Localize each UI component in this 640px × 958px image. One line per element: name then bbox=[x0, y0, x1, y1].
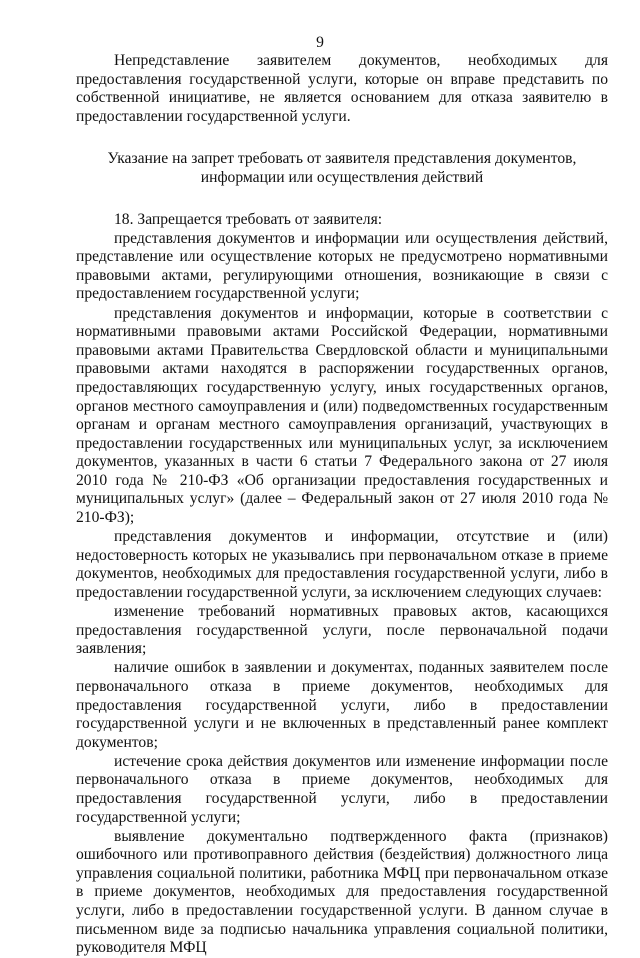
section-heading bbox=[76, 150, 608, 187]
clause-intro: 18. Запрещается требовать от заявителя: bbox=[114, 210, 383, 228]
list-item: наличие ошибок в заявлении и документах, поданных заявителем после первоначального отказа в приеме документов, необходимых для предоставления государственной услуги, либо в предоставлении государственной услуги и не включенных в представленный ранее комплект документов; bbox=[76, 659, 608, 751]
page-number: 9 bbox=[316, 34, 324, 51]
list-item: истечение срока действия документов или изменение информации после первоначального отказа в приеме документов, необходимых для предоставления государственной услуги, либо в предоставлении государственной услуги; bbox=[76, 752, 608, 826]
intro-paragraph: Непредставление заявителем документов, необходимых для предоставления государственной услуги, которые он вправе представить по собственной инициативе, не является основанием для отказа заявителю в предоставлении государственной услуги. bbox=[76, 52, 608, 125]
list-item: представления документов и информации или осуществления действий, представление или осуществление которых не предусмотрено нормативными правовыми актами, регулирующими отношения, возникающие в связи с предоставлением государственной услуги; bbox=[76, 229, 608, 303]
section-heading-line: информации или осуществления действий bbox=[200, 168, 484, 186]
document-body bbox=[76, 52, 608, 958]
list-item: представления документов и информации, отсутствие и (или) недостоверность которых не указывались при первоначальном отказе в приеме документов, необходимых для предоставления государственной услуги, либо в предоставлении государственной услуги, за исключением следующих случаев: bbox=[76, 528, 608, 601]
list-item: представления документов и информации, которые в соответствии с нормативными правовыми актами Российской Федерации, нормативными правовыми актами Правительства Свердловской области и муниципальными правовыми актами находятся в распоряжении государственных органов, предоставляющих государственную услугу, иных государственных органов, органов местного самоуправления и (или) подведомственных государственным органам и органам местного самоуправления организаций, участвующих в предоставлении государственных или муниципальных услуг, за исключением документов, указанных в части 6 статьи 7 Федерального закона от 27 июля 2010 года № 210-ФЗ «Об организации предоставления государственных и муниципальных услуг» (далее – Федеральный закон от 27 июля 2010 года № 210-ФЗ); bbox=[76, 304, 608, 527]
list-item: выявление документально подтвержденного факта (признаков) ошибочного или противоправного действия (бездействия) должностного лица управления социальной политики, работника МФЦ при первоначальном отказе в приеме документов, необходимых для предоставления государственной услуги, либо в предоставлении государственной услуги. В данном случае в письменном виде за подписью начальника управления социальной политики, руководителя МФЦ bbox=[76, 827, 608, 957]
list-item: изменение требований нормативных правовых актов, касающихся предоставления государственной услуги, после первоначальной подачи заявления; bbox=[76, 603, 608, 658]
section-heading-line: Указание на запрет требовать от заявителя представления документов, bbox=[107, 150, 577, 168]
